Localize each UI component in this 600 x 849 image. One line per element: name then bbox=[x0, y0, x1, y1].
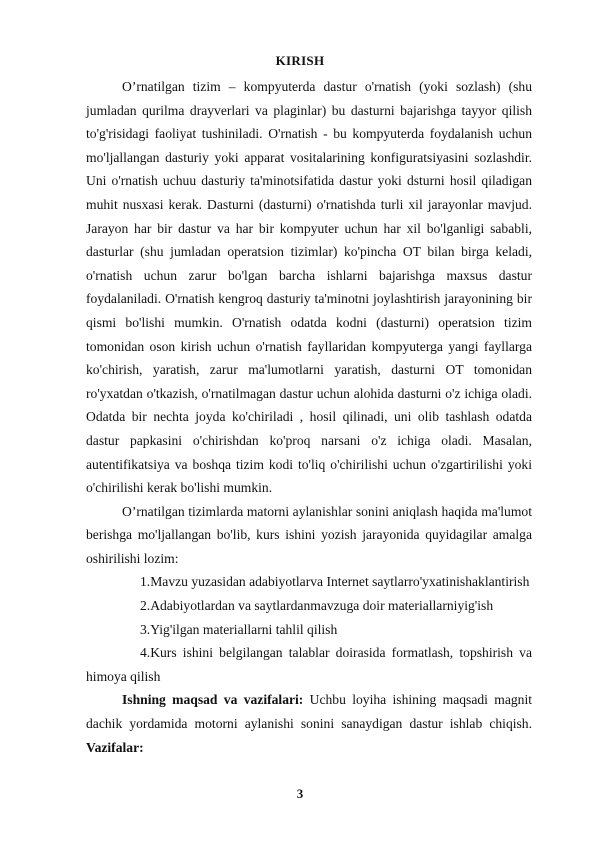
list-item-4: 4.Kurs ishini belgilangan talablar doirasida formatlash, topshirish va himoya qilish bbox=[86, 645, 532, 684]
list-item-1: 1.Mavzu yuzasidan adabiyotlarva Internet saytlarro'yxatinishaklantirish bbox=[140, 574, 530, 590]
tasks-label: Vazifalar: bbox=[86, 739, 144, 755]
goal-label: Ishning maqsad va vazifalari: bbox=[122, 692, 304, 708]
intro-paragraph: O’rnatilgan tizim – kompyuterda dastur o'rnatish (yoki sozlash) (shu jumladan qurilma drayverlari va plaginlar) bu dasturni bajarishga tayyor qilish to'g'risidagi faoliyat tushiniladi. O'rnatish - bu kompyuterda foydalanish uchun mo'ljallangan dasturiy yoki apparat vositalarining konfiguratsiyasini sozlashdir. Uni o'rnatish uchuu dasturiy ta'minotsifatida dastur yoki dsturni hosil qiladigan muhit nusxasi kerak. Dasturni (dasturni) o'rnatishda turli xil jarayonlar mavjud. Jarayon har bir dastur va har bir kompyuter uchun har xil bo'lganligi sababli, dasturlar (shu jumladan operatsion tizimlar) ko'pincha OT bilan birga keladi, o'rnatish uchun zarur bo'lgan barcha ishlarni bajarishga maxsus dastur foydalaniladi. O'rnatish kengroq dasturiy ta'minotni joylashtirish jarayonining bir qismi bo'lishi mumkin. O'rnatish odatda kodni (dasturni) operatsion tizim tomonidan oson kirish uchun o'rnatish fayllaridan kompyuterga yangi fayllarga ko'chirish, yaratish, zarur ma'lumotlarni yaratish, dasturni OT tomonidan ro'yxatdan o'tkazish, o'rnatilmagan dastur uchun alohida dasturni o'z ichiga oladi. Odatda bir nechta joyda ko'chiriladi , hosil qilinadi, uni olib tashlash odatda dastur papkasini o'chirishdan ko'proq narsani o'z ichiga oladi. Masalan, autentifikatsiya va boshqa tizim kodi to'liq o'chirilishi uchun o'zgartirilishi yoki o'chirilishi kerak bo'lishi mumkin. bbox=[86, 79, 532, 496]
list-item-3: 3.Yig'ilgan materiallarni tahlil qilish bbox=[140, 621, 338, 637]
purpose-paragraph: O’rnatilgan tizimlarda matorni aylanishlar sonini aniqlash haqida ma'lumot berishga mo'ljallangan bo'lib, kurs ishini yozish jarayonida quyidagilar amalga oshirilishi lozim: bbox=[86, 503, 532, 566]
goal-paragraph bbox=[86, 688, 532, 759]
page-number: 3 bbox=[296, 786, 304, 801]
page-title: KIRISH bbox=[275, 53, 325, 68]
list-item-2: 2.Adabiyotlardan va saytlardanmavzuga doir materiallarniyig'ish bbox=[140, 598, 494, 614]
goal-text: Uchbu loyiha ishining maqsadi magnit dachik yordamida motorni aylanishi sonini sanaydigan dastur ishlab chiqish. bbox=[86, 692, 532, 732]
body-text bbox=[86, 75, 532, 759]
